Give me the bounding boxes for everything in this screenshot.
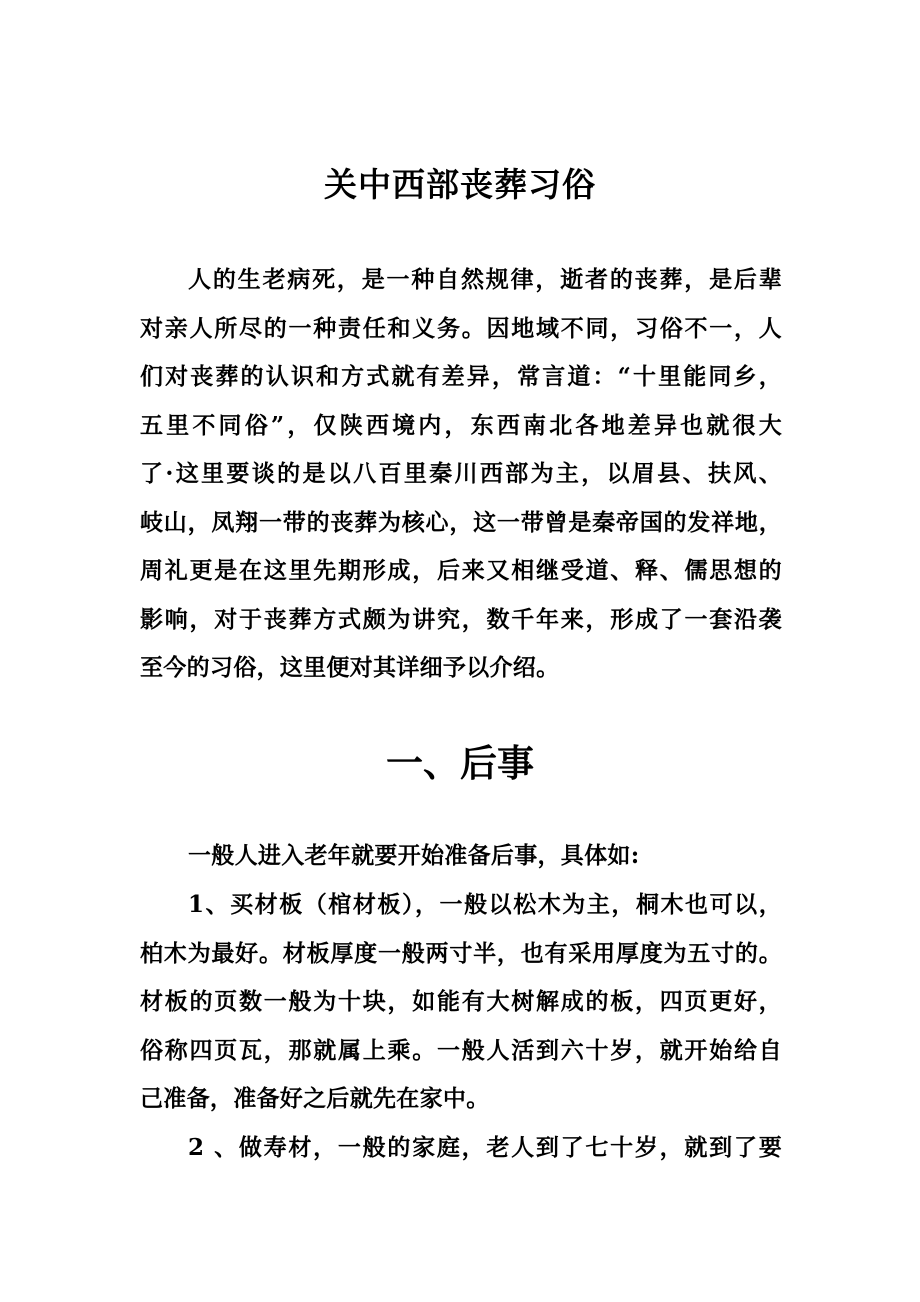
list-item-1	[140, 881, 782, 1124]
paragraph-line: 材板的页数一般为十块，如能有大树解成的板，四页更好，	[140, 988, 782, 1015]
paragraph-line: 岐山，凤翔一带的丧葬为核心，这一带曾是秦帝国的发祥地，	[140, 508, 782, 536]
intro-paragraph	[140, 256, 782, 693]
paragraph-line: 俗称四页瓦，那就属上乘。一般人活到六十岁，就开始给自	[140, 1036, 782, 1064]
paragraph-line: 己准备，准备好之后就先在家中。	[140, 1085, 490, 1112]
paragraph-line: 柏木为最好。材板厚度一般两寸半，也有采用厚度为五寸的。	[140, 939, 782, 967]
paragraph-line: 影响，对于丧葬方式颇为讲究，数千年来，形成了一套沿袭	[140, 605, 782, 633]
paragraph-line: 人的生老病死，是一种自然规律，逝者的丧葬，是后辈	[188, 266, 782, 293]
list-intro-paragraph	[140, 832, 782, 881]
paragraph-line: 了·这里要谈的是以八百里秦川西部为主，以眉县、扶风、	[140, 460, 782, 487]
list-item-2	[140, 1124, 782, 1173]
paragraph-line: 五里不同俗”，仅陕西境内，东西南北各地差异也就很大	[140, 411, 782, 439]
section-heading: 一、后事	[386, 741, 534, 785]
paragraph-line: 2 、做寿材，一般的家庭，老人到了七十岁，就到了要	[188, 1134, 782, 1161]
document-title: 关中西部丧葬习俗	[324, 165, 596, 204]
paragraph-line: 周礼更是在这里先期形成，后来又相继受道、释、儒思想的	[140, 557, 782, 584]
paragraph-line: 对亲人所尽的一种责任和义务。因地域不同，习俗不一，人	[140, 314, 782, 342]
paragraph-line: 一般人进入老年就要开始准备后事，具体如:	[188, 842, 640, 869]
paragraph-line: 们对丧葬的认识和方式就有差异，常言道：“十里能同乡，	[140, 363, 782, 390]
paragraph-line: 1、买材板（棺材板），一般以松木为主，桐木也可以，	[188, 891, 782, 918]
paragraph-line: 至今的习俗，这里便对其详细予以介绍。	[140, 654, 560, 681]
